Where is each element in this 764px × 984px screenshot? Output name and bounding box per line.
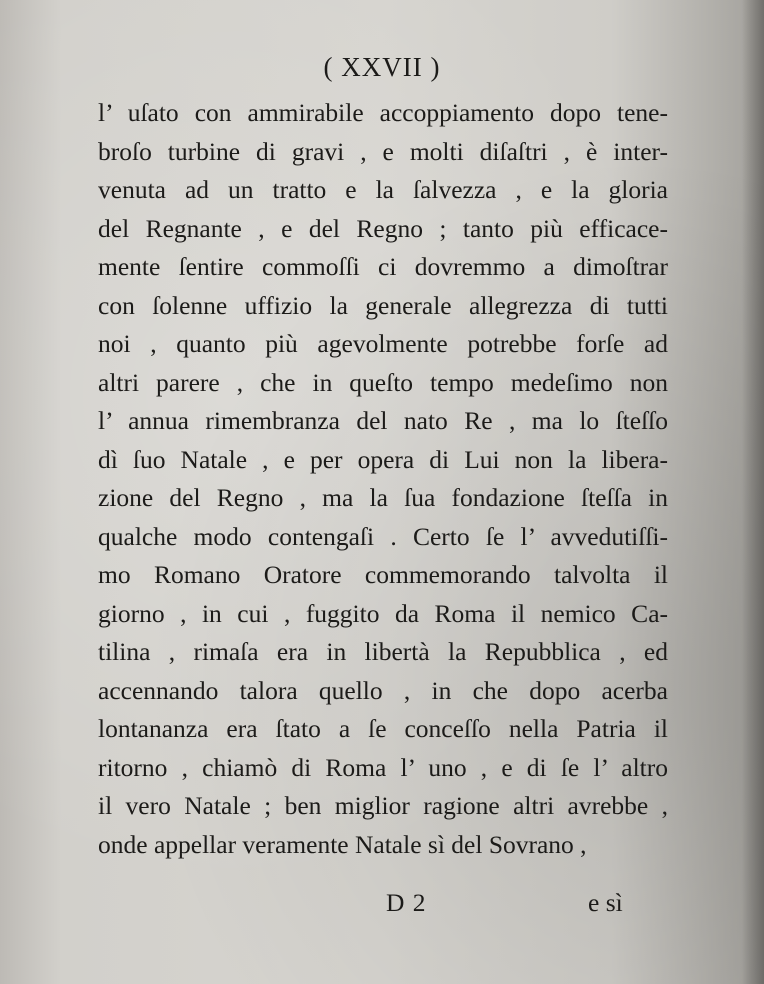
- text-line: tilina , rimaſa era in libertà la Repubblica , ed: [98, 637, 668, 666]
- text-line: onde appellar veramente Natale sì del Sovrano ,: [98, 829, 587, 859]
- text-line: giorno , in cui , fuggito da Roma il nemico Ca-: [98, 598, 668, 628]
- catchword: e sì: [588, 888, 623, 917]
- text-line: zione del Regno , ma la ſua fondazione ſteſſa in: [98, 483, 668, 512]
- text-line: broſo turbine di gravi , e molti diſaſtri , è inter-: [98, 136, 668, 166]
- text-line: l’ uſato con ammirabile accoppiamento dopo tene-: [98, 98, 668, 127]
- body-text: [98, 94, 668, 864]
- text-line: mente ſentire commoſſi ci dovremmo a dimoſtrar: [98, 252, 668, 281]
- text-line: accennando talora quello , in che dopo acerba: [98, 675, 668, 705]
- text-line: qualche modo contengaſi . Certo ſe l’ avvedutiſſi-: [98, 521, 668, 551]
- text-line: del Regnante , e del Regno ; tanto più efficace-: [98, 213, 668, 243]
- page-edge-shadow: [742, 0, 764, 984]
- text-line: noi , quanto più agevolmente potrebbe forſe ad: [98, 329, 668, 358]
- text-line: mo Romano Oratore commemorando talvolta il: [98, 560, 668, 589]
- signature-mark: D 2: [386, 888, 427, 917]
- text-line: ritorno , chiamò di Roma l’ uno , e di ſe l’ altro: [98, 752, 668, 782]
- text-line: altri parere , che in queſto tempo medeſimo non: [98, 367, 668, 397]
- page-number-header: ( XXVII ): [323, 52, 441, 82]
- page-footer: [0, 888, 764, 928]
- text-line: l’ annua rimembranza del nato Re , ma lo ſteſſo: [98, 406, 668, 435]
- text-line: con ſolenne uffizio la generale allegrezza di tutti: [98, 290, 668, 320]
- text-line: dì ſuo Natale , e per opera di Lui non la libera-: [98, 444, 668, 474]
- text-line: lontananza era ſtato a ſe conceſſo nella Patria il: [98, 714, 668, 743]
- text-line: venuta ad un tratto e la ſalvezza , e la gloria: [98, 175, 668, 204]
- text-line: il vero Natale ; ben miglior ragione altri avrebbe ,: [98, 791, 668, 820]
